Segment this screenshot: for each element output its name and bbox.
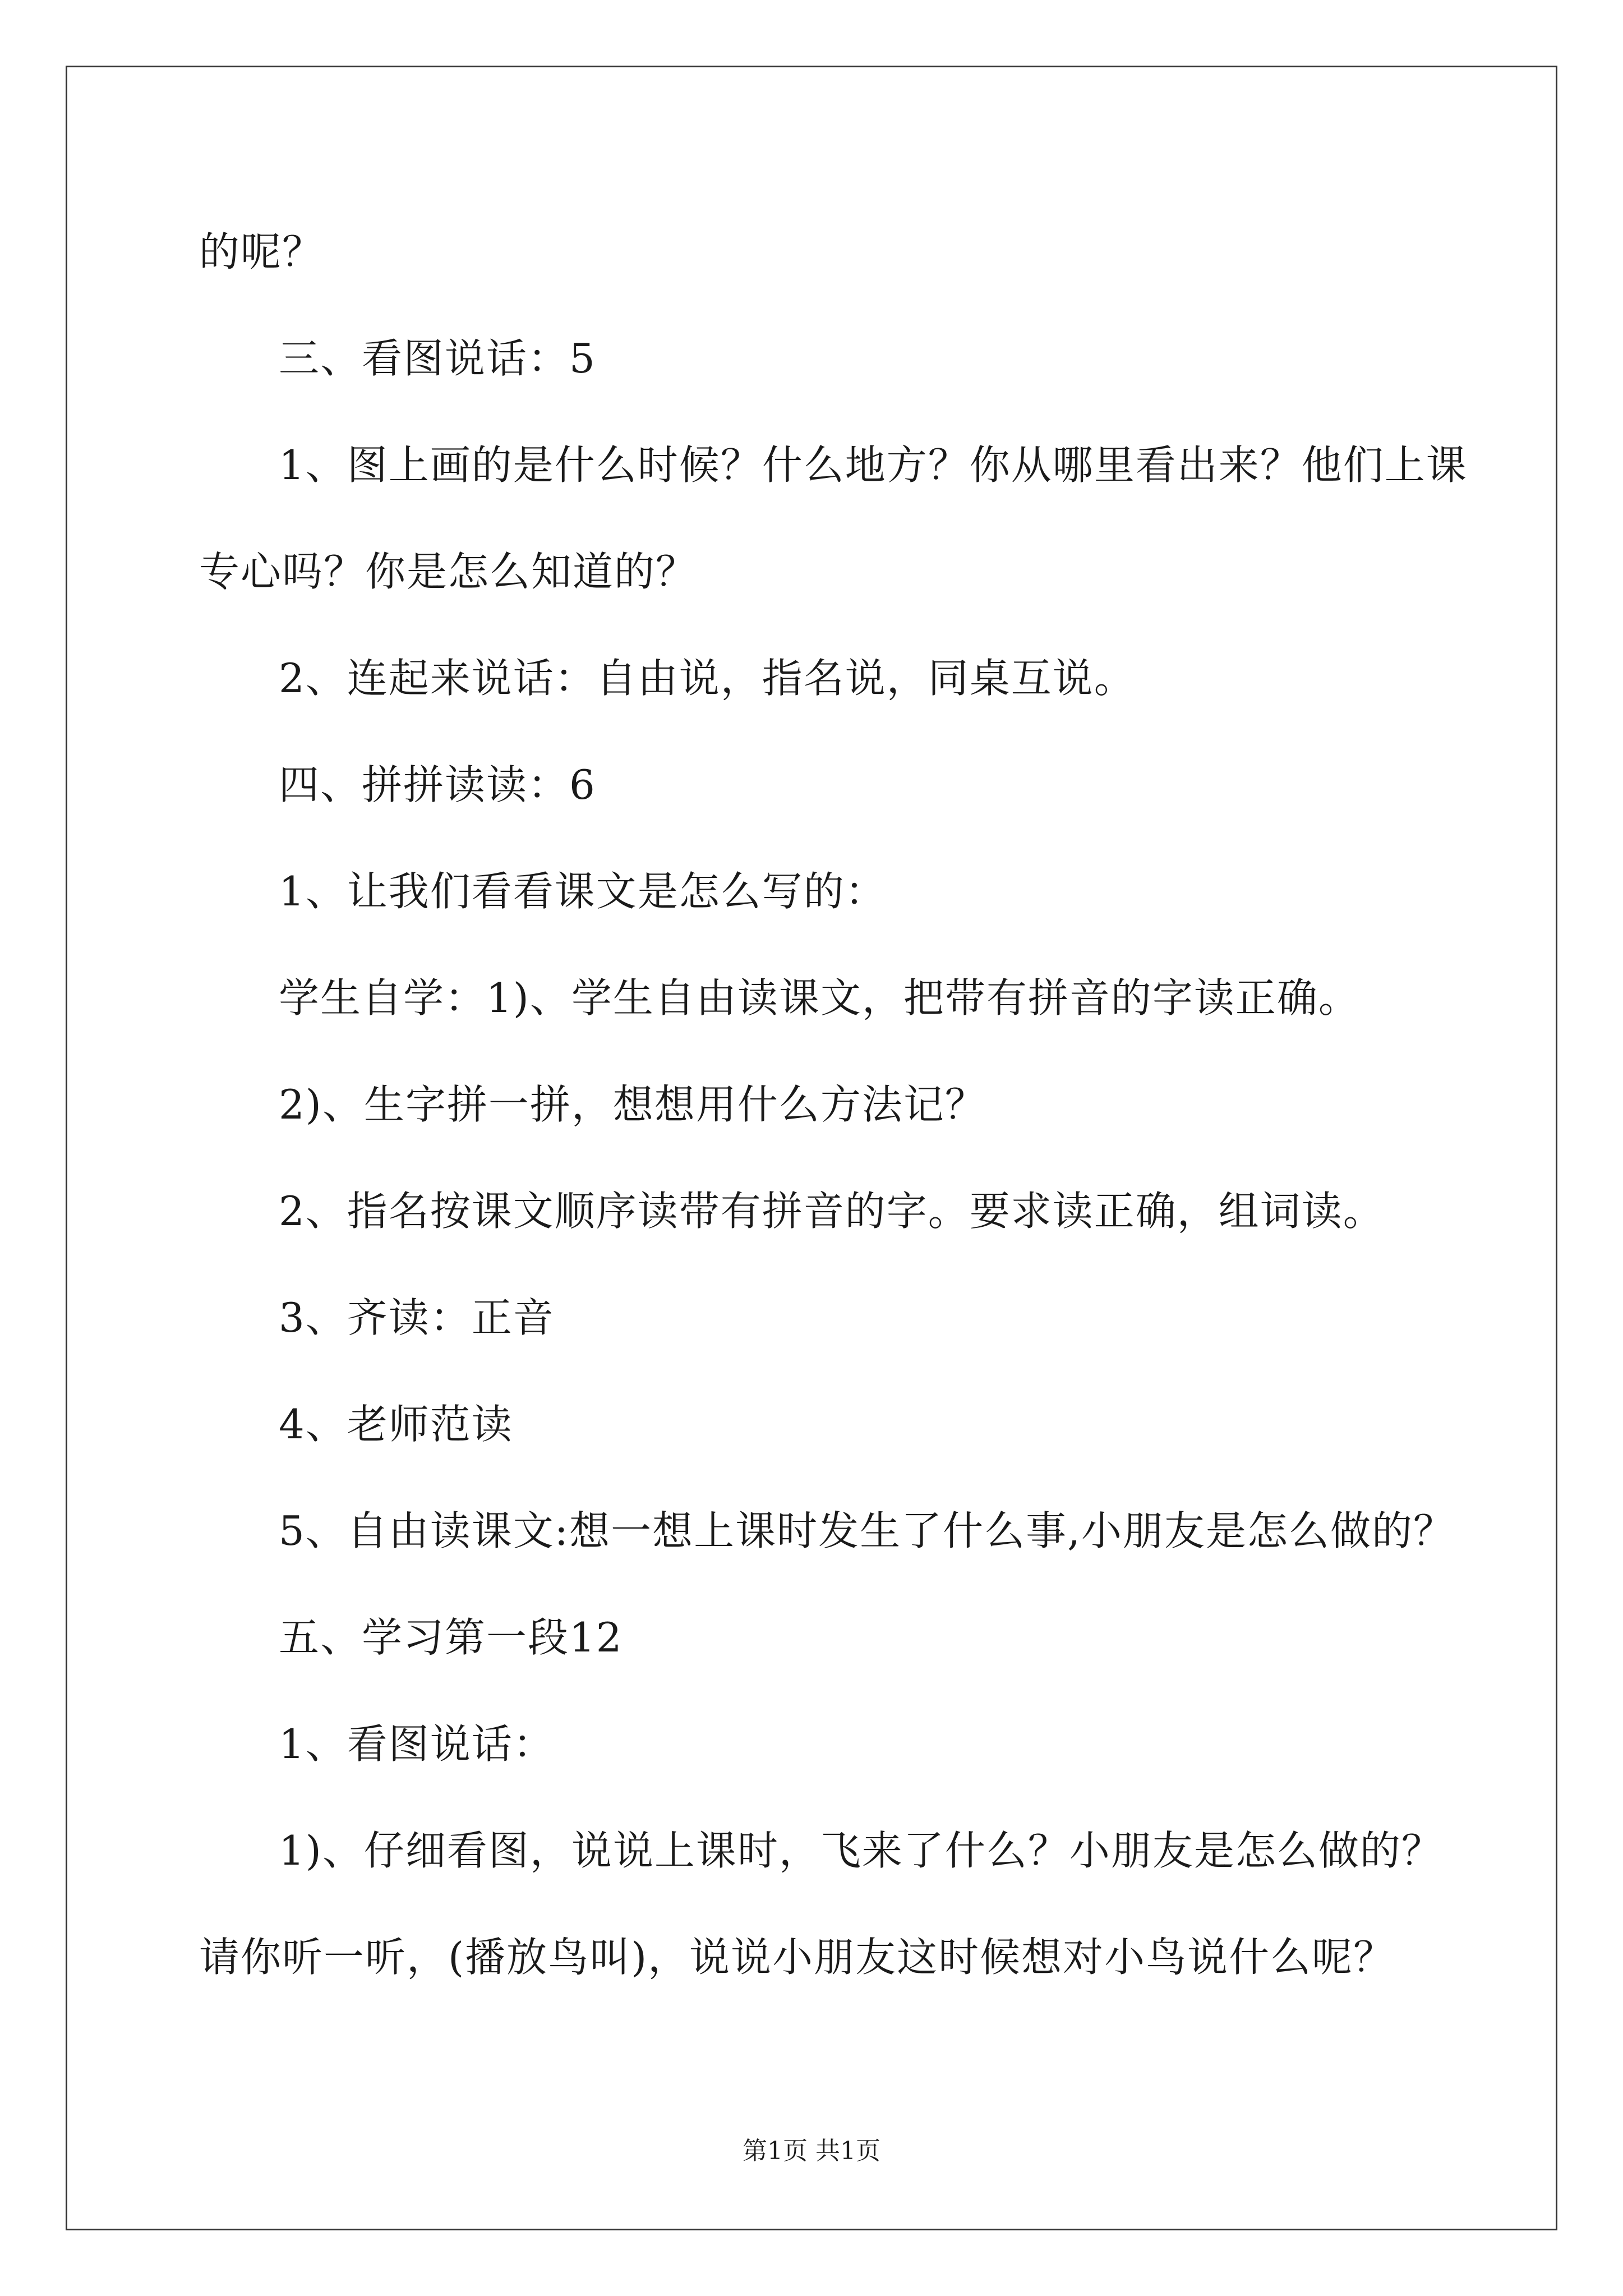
paragraph-line: 学生自学：1)、学生自由读课文，把带有拼音的字读正确。 [279,974,1360,1022]
paragraph-line: 专心吗？你是怎么知道的？ [199,548,698,595]
page-border [66,66,1557,2230]
paragraph-line: 1、让我们看看课文是怎么写的： [279,868,887,915]
section-heading: 三、看图说话：5 [279,335,596,382]
paragraph-line: 5、自由读课文:想一想上课时发生了什么事,小朋友是怎么做的？ [279,1507,1455,1554]
paragraph-line: 2、连起来说话：自由说，指名说，同桌互说。 [279,655,1136,702]
paragraph-line: 2)、生字拼一拼，想想用什么方法记？ [279,1081,986,1128]
section-heading: 五、学习第一段12 [279,1614,623,1661]
paragraph-line: 1、图上画的是什么时候？什么地方？你从哪里看出来？他们上课 [279,441,1468,489]
page-number-footer: 第1页 共1页 [743,2137,880,2165]
paragraph-line: 1)、仔细看图，说说上课时，飞来了什么？小朋友是怎么做的？ [279,1827,1443,1874]
paragraph-line: 请你听一听，(播放鸟叫)，说说小朋友这时候想对小鸟说什么呢？ [199,1934,1395,1981]
paragraph-line: 1、看图说话： [279,1720,555,1768]
paragraph-line: 4、老师范读 [279,1401,513,1448]
paragraph-line: 3、齐读：正音 [279,1294,555,1341]
paragraph-line: 的呢？ [199,228,324,275]
section-heading: 四、拼拼读读：6 [279,761,596,808]
paragraph-line: 2、指名按课文顺序读带有拼音的字。要求读正确，组词读。 [279,1188,1385,1235]
